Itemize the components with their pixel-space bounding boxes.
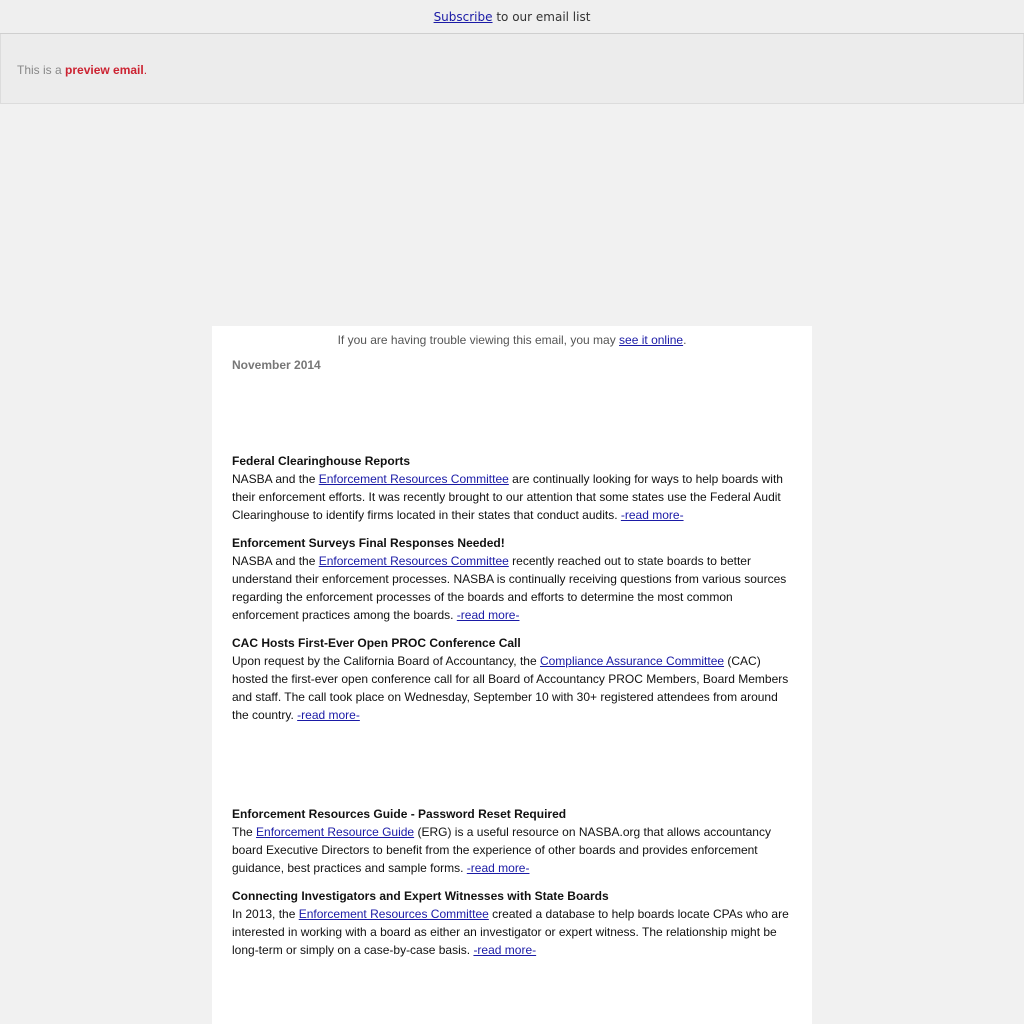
article-body xyxy=(232,652,794,724)
article-text: (CAC) hosted the first-ever open conference call for all Board of Accountancy PROC Members, Board Members and staff. The call took place on Wednesday, September 10 with 30+ registered attendees from around the country. xyxy=(232,654,789,722)
see-it-online-link[interactable]: see it online xyxy=(619,333,684,347)
article-body xyxy=(232,905,794,959)
email-body xyxy=(212,326,812,1024)
article-cac-conference-call xyxy=(232,634,794,724)
enforcement-resources-committee-link[interactable]: Enforcement Resources Committee xyxy=(318,554,509,568)
enforcement-resource-guide-link[interactable]: Enforcement Resource Guide xyxy=(256,825,415,839)
article-text: (ERG) is a useful resource on NASBA.org that allows accountancy board Executive Directors to benefit from the experience of other boards and provides enforcement guidance, best practices and sample forms. xyxy=(232,825,771,875)
issue-date: November 2014 xyxy=(232,358,321,372)
article-body xyxy=(232,823,794,877)
view-online-suffix: . xyxy=(683,333,687,347)
article-title: Connecting Investigators and Expert Witnesses with State Boards xyxy=(232,889,609,903)
article-text: recently reached out to state boards to better understand their enforcement processes. NASBA is continually receiving questions from various sources regarding the enforcement processes of the boards and efforts to determine the most common enforcement practices among the boards. xyxy=(232,554,787,622)
preview-banner xyxy=(0,34,1024,104)
subscribe-text: to our email list xyxy=(492,10,591,24)
read-more-link[interactable]: -read more- xyxy=(620,508,684,522)
read-more-link[interactable]: -read more- xyxy=(466,861,530,875)
article-title: Federal Clearinghouse Reports xyxy=(232,454,411,468)
view-online-notice xyxy=(212,333,812,347)
preview-highlight: preview email xyxy=(65,63,144,77)
article-text: NASBA and the xyxy=(232,554,319,568)
article-title: Enforcement Surveys Final Responses Needed! xyxy=(232,536,505,550)
article-body xyxy=(232,552,794,624)
subscribe-bar xyxy=(0,0,1024,34)
article-resources-guide xyxy=(232,805,794,877)
article-enforcement-surveys xyxy=(232,534,794,624)
article-federal-clearinghouse xyxy=(232,452,794,524)
enforcement-resources-committee-link[interactable]: Enforcement Resources Committee xyxy=(318,472,509,486)
article-investigators-witnesses xyxy=(232,887,794,959)
article-text: Upon request by the California Board of Accountancy, the xyxy=(232,654,540,668)
read-more-link[interactable]: -read more- xyxy=(473,943,537,957)
compliance-assurance-committee-link[interactable]: Compliance Assurance Committee xyxy=(539,654,725,668)
preview-prefix: This is a xyxy=(17,63,66,77)
article-text: created a database to help boards locate CPAs who are interested in working with a board as either an investigator or expert witness. The relationship might be long-term or simply on a case-by-case basis. xyxy=(232,907,789,957)
preview-suffix: . xyxy=(143,63,148,77)
view-online-text: If you are having trouble viewing this email, you may xyxy=(337,333,620,347)
article-title: Enforcement Resources Guide - Password Reset Required xyxy=(232,807,567,821)
read-more-link[interactable]: -read more- xyxy=(297,708,360,722)
article-text: The xyxy=(232,825,257,839)
preview-notice xyxy=(17,63,147,77)
article-text: NASBA and the xyxy=(232,472,319,486)
subscribe-link[interactable]: Subscribe xyxy=(433,10,493,24)
article-text: In 2013, the xyxy=(232,907,299,921)
read-more-link[interactable]: -read more- xyxy=(456,608,520,622)
article-text: are continually looking for ways to help boards with their enforcement efforts. It was recently brought to our attention that some states use the Federal Audit Clearinghouse to identify firms located in their states that conduct audits. xyxy=(232,472,783,522)
article-title: CAC Hosts First-Ever Open PROC Conference Call xyxy=(232,636,521,650)
enforcement-resources-committee-link[interactable]: Enforcement Resources Committee xyxy=(298,907,489,921)
article-body xyxy=(232,470,794,524)
